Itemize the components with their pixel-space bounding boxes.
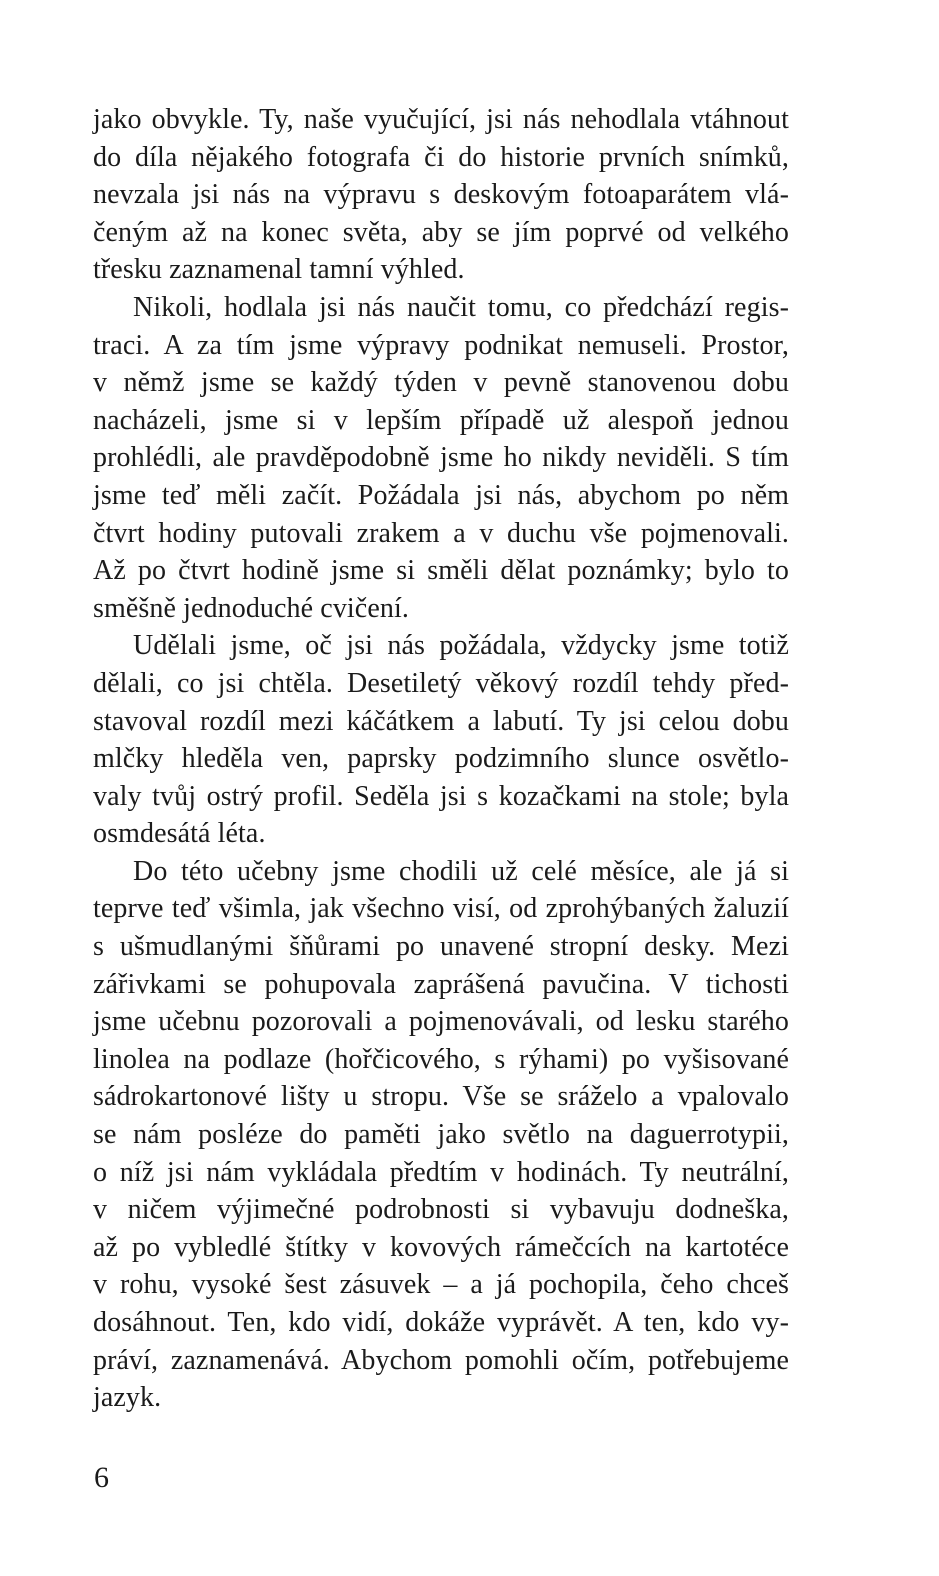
- text-line: čeným až na konec světa, aby se jím poprvé od velkého: [93, 216, 789, 248]
- text-line: traci. A za tím jsme výpravy podnikat nemuseli. Prostor,: [93, 329, 789, 361]
- text-line: zářivkami se pohupovala zaprášená pavučina. V tichosti: [93, 968, 789, 1000]
- text-line: čtvrt hodiny putovali zrakem a v duchu vše pojmenovali.: [93, 517, 789, 549]
- paragraph: [93, 627, 789, 853]
- paragraph: [93, 101, 789, 289]
- text-line: do díla nějakého fotografa či do historie prvních snímků,: [93, 141, 789, 173]
- text-line: nevzala jsi nás na výpravu s deskovým fotoaparátem vlá-: [93, 179, 789, 211]
- text-line: osmdesátá léta.: [93, 818, 266, 850]
- text-line: Udělali jsme, oč jsi nás požádala, vždycky jsme totiž: [133, 630, 789, 662]
- text-line: o níž jsi nám vykládala předtím v hodinách. Ty neutrální,: [93, 1156, 789, 1188]
- text-line: jsme teď měli začít. Požádala jsi nás, abychom po něm: [93, 479, 789, 511]
- text-line: práví, zaznamenává. Abychom pomohli očím, potřebujeme: [93, 1344, 789, 1376]
- text-line: se nám posléze do paměti jako světlo na daguerrotypii,: [93, 1119, 789, 1151]
- text-line: s ušmudlanými šňůrami po unavené stropní desky. Mezi: [93, 931, 789, 963]
- paragraph: [93, 853, 789, 1417]
- text-line: teprve teď všimla, jak všechno visí, od zprohýbaných žaluzií: [93, 893, 789, 925]
- body-text: [93, 101, 789, 1417]
- text-line: jsme učebnu pozorovali a pojmenovávali, od lesku starého: [93, 1006, 789, 1038]
- text-line: stavoval rozdíl mezi káčátkem a labutí. Ty jsi celou dobu: [93, 705, 789, 737]
- text-line: jazyk.: [93, 1382, 162, 1414]
- text-line: linolea na podlaze (hořčicového, s rýhami) po vyšisované: [93, 1043, 789, 1075]
- text-line: až po vybledlé štítky v kovových rámečcích na kartotéce: [93, 1231, 789, 1263]
- text-line: Do této učebny jsme chodili už celé měsíce, ale já si: [133, 855, 789, 887]
- text-line: valy tvůj ostrý profil. Seděla jsi s kozačkami na stole; byla: [93, 780, 789, 812]
- text-line: v rohu, vysoké šest zásuvek – a já pochopila, čeho chceš: [93, 1269, 789, 1301]
- text-line: Až po čtvrt hodině jsme si směli dělat poznámky; bylo to: [93, 555, 789, 587]
- page-number: 6: [94, 1461, 109, 1494]
- text-line: dosáhnout. Ten, kdo vidí, dokáže vyprávět. A ten, kdo vy-: [93, 1307, 789, 1338]
- text-line: Nikoli, hodlala jsi nás naučit tomu, co předchází regis-: [133, 291, 789, 323]
- text-line: směšně jednoduché cvičení.: [93, 592, 409, 624]
- text-line: třesku zaznamenal tamní výhled.: [93, 254, 465, 286]
- text-line: dělali, co jsi chtěla. Desetiletý věkový rozdíl tehdy před-: [93, 667, 789, 699]
- text-line: jako obvykle. Ty, naše vyučující, jsi nás nehodlala vtáhnout: [93, 104, 789, 135]
- text-line: v ničem výjimečné podrobnosti si vybavuju dodneška,: [93, 1194, 789, 1226]
- text-line: nacházeli, jsme si v lepším případě už alespoň jednou: [93, 404, 789, 436]
- paragraph: [93, 289, 789, 627]
- text-line: mlčky hleděla ven, paprsky podzimního slunce osvětlo-: [93, 743, 789, 775]
- text-line: v němž jsme se každý týden v pevně stanovenou dobu: [93, 367, 789, 399]
- text-line: prohlédli, ale pravděpodobně jsme ho nikdy neviděli. S tím: [93, 442, 789, 474]
- text-line: sádrokartonové lišty u stropu. Vše se sráželo a vpalovalo: [93, 1081, 789, 1113]
